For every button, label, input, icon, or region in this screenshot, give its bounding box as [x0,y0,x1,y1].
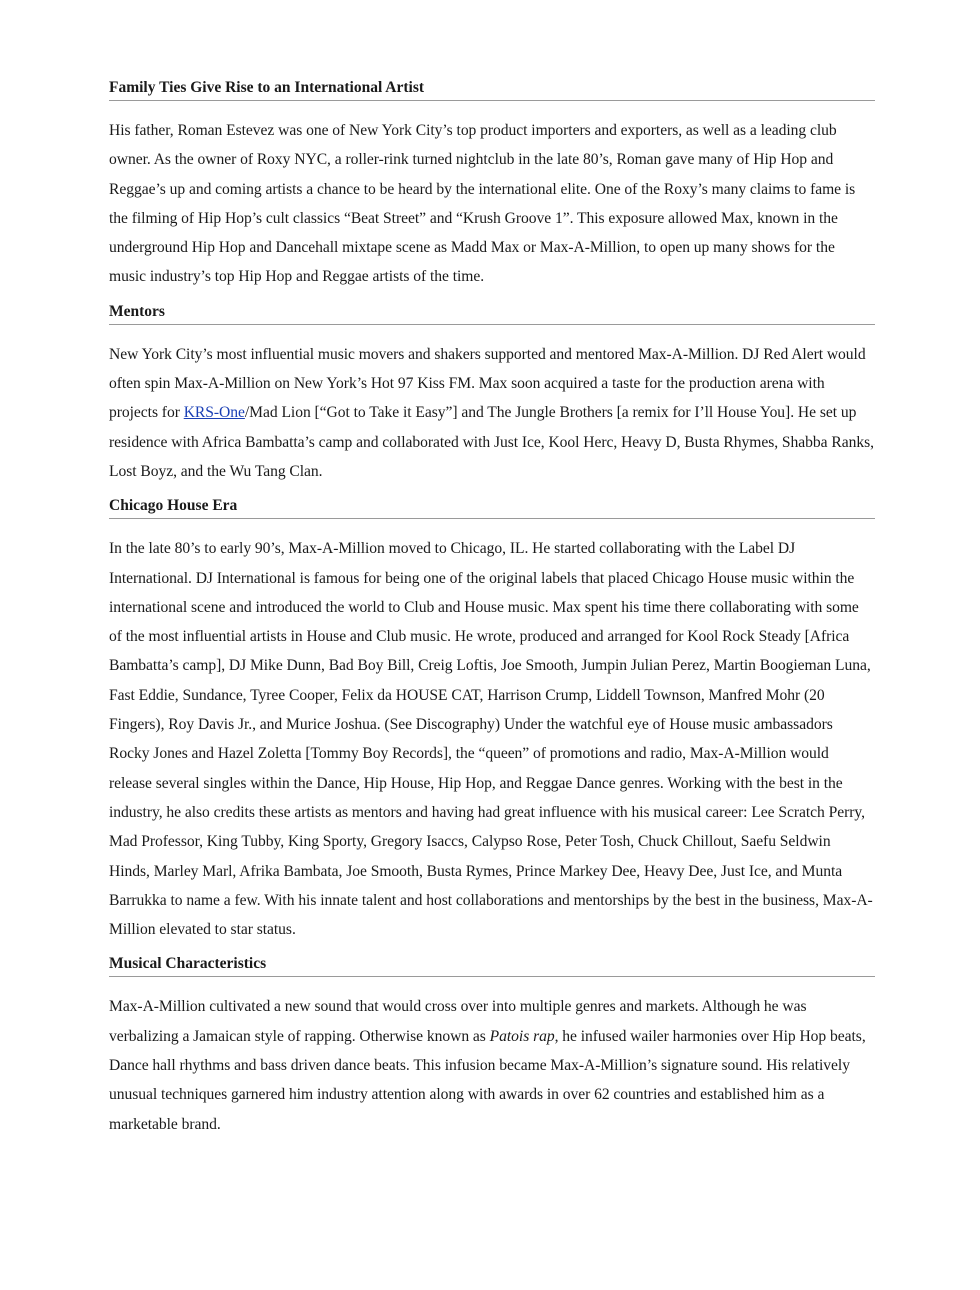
paragraph-text: /Mad Lion [“Got to Take it Easy”] and The Jungle Brothers [a remix for I’ll House You]. He set up residence with Africa Bambatta’s camp and collaborated with Just Ice, Kool Herc, Heavy D, Busta Rhymes, Shabba Ranks, Lost Boyz, and the Wu Tang Clan. [109,404,874,480]
paragraph-text: , he infused wailer harmonies over Hip Hop beats, Dance hall rhythms and bass driven dance beats. This infusion became Max-A-Million’s signature sound. His relatively unusual techniques garnered him industry attention along with awards in over 62 countries and established him as a marketable brand. [109,1027,866,1133]
section-chicago-house-era [109,496,875,944]
paragraph-text: New York City’s most influential music movers and shakers supported and mentored Max-A-Million. DJ Red Alert would often spin Max-A-Million on New York’s Hot 97 Kiss FM. Max soon acquired a taste for the production arena with projects for [109,345,866,422]
section-heading: Family Ties Give Rise to an International Artist [109,78,875,101]
section-heading: Mentors [109,302,875,325]
document-page [109,78,875,1149]
section-family-ties [109,78,875,292]
section-paragraph [109,340,875,486]
section-musical-characteristics [109,954,875,1138]
paragraph-text: Max-A-Million cultivated a new sound that would cross over into multiple genres and markets. Although he was verbalizing a Jamaican style of rapping. Otherwise known as [109,998,807,1045]
section-paragraph [109,992,875,1138]
section-paragraph: In the late 80’s to early 90’s, Max-A-Million moved to Chicago, IL. He started collaborating with the Label DJ International. DJ International is famous for being one of the original labels that placed Chicago House music within the international scene and introduced the world to Club and House music. Max spent his time there collaborating with some of the most influential artists in House and Club music. He wrote, produced and arranged for Kool Rock Steady [Africa Bambatta’s camp], DJ Mike Dunn, Bad Boy Bill, Creig Loftis, Joe Smooth, Jumpin Julian Perez, Martin Boogieman Luna, Fast Eddie, Sundance, Tyree Cooper, Felix da HOUSE CAT, Harrison Crump, Liddell Townson, Manfred Mohr (20 Fingers), Roy Davis Jr., and Murice Joshua. (See Discography) Under the watchful eye of House music ambassadors Rocky Jones and Hazel Zoletta [Tommy Boy Records], the “queen” of promotions and radio, Max-A-Million would release several singles within the Dance, Hip House, Hip Hop, and Reggae Dance genres. Working with the best in the industry, he also credits these artists as mentors and having had great influence with his musical career: Lee Scratch Perry, Mad Professor, King Tubby, King Sporty, Gregory Isaccs, Calypso Rose, Peter Tosh, Chuck Chillout, Saefu Seldwin Hinds, Marley Marl, Afrika Bambata, Joe Smooth, Busta Rymes, Prince Markey Dee, Heavy Dee, Just Ice, and Munta Barrukka to name a few. With his innate talent and host collaborations and mentorships by the best in the business, Max-A-Million elevated to star status. [109,540,873,939]
section-heading: Chicago House Era [109,496,875,519]
patois-rap-term: Patois rap [489,1027,555,1045]
section-paragraph: His father, Roman Estevez was one of New York City’s top product importers and exporters, as well as a leading club owner. As the owner of Roxy NYC, a roller-rink turned nightclub in the late 80’s, Roman gave many of Hip Hop and Reggae’s up and coming artists a chance to be heard by the international elite. One of the Roxy’s many claims to fame is the filming of Hip Hop’s cult classics “Beat Street” and “Krush Groove 1”. This exposure allowed Max, known in the underground Hip Hop and Dancehall mixtape scene as Madd Max or Max-A-Million, to open up many shows for the music industry’s top Hip Hop and Reggae artists of the time. [109,122,856,286]
section-mentors [109,302,875,486]
krs-one-link[interactable]: KRS-One [183,404,245,422]
section-heading: Musical Characteristics [109,954,875,977]
